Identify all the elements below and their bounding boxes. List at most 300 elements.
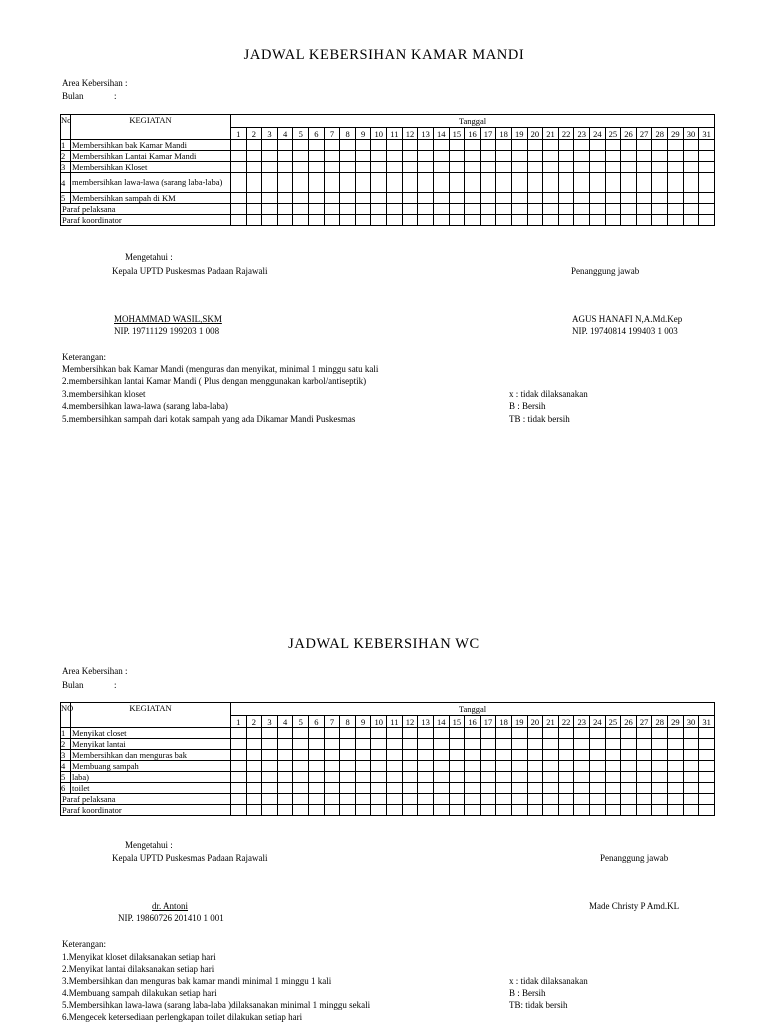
day-cell[interactable]: [387, 204, 403, 215]
day-cell[interactable]: [574, 193, 590, 204]
day-cell[interactable]: [293, 204, 309, 215]
day-cell[interactable]: [246, 794, 262, 805]
day-cell[interactable]: [574, 728, 590, 739]
day-cell[interactable]: [309, 794, 325, 805]
day-cell[interactable]: [543, 772, 559, 783]
day-cell[interactable]: [636, 215, 652, 226]
day-cell[interactable]: [496, 728, 512, 739]
day-cell[interactable]: [231, 215, 247, 226]
day-cell[interactable]: [355, 215, 371, 226]
day-cell[interactable]: [387, 750, 403, 761]
day-cell[interactable]: [605, 772, 621, 783]
day-cell[interactable]: [699, 193, 715, 204]
day-cell[interactable]: [231, 204, 247, 215]
day-cell[interactable]: [621, 783, 637, 794]
day-cell[interactable]: [590, 750, 606, 761]
day-cell[interactable]: [231, 761, 247, 772]
day-cell[interactable]: [418, 794, 434, 805]
day-cell[interactable]: [340, 173, 356, 193]
day-cell[interactable]: [402, 173, 418, 193]
day-cell[interactable]: [636, 783, 652, 794]
day-cell[interactable]: [496, 750, 512, 761]
day-cell[interactable]: [309, 151, 325, 162]
day-cell[interactable]: [636, 728, 652, 739]
day-cell[interactable]: [418, 728, 434, 739]
day-cell[interactable]: [262, 750, 278, 761]
day-cell[interactable]: [355, 805, 371, 816]
day-cell[interactable]: [371, 761, 387, 772]
day-cell[interactable]: [558, 173, 574, 193]
day-cell[interactable]: [699, 783, 715, 794]
day-cell[interactable]: [480, 173, 496, 193]
day-cell[interactable]: [309, 728, 325, 739]
day-cell[interactable]: [309, 805, 325, 816]
day-cell[interactable]: [465, 783, 481, 794]
day-cell[interactable]: [387, 140, 403, 151]
day-cell[interactable]: [543, 193, 559, 204]
day-cell[interactable]: [293, 162, 309, 173]
day-cell[interactable]: [262, 162, 278, 173]
day-cell[interactable]: [387, 193, 403, 204]
day-cell[interactable]: [340, 761, 356, 772]
day-cell[interactable]: [636, 151, 652, 162]
day-cell[interactable]: [590, 193, 606, 204]
day-cell[interactable]: [231, 772, 247, 783]
day-cell[interactable]: [590, 728, 606, 739]
day-cell[interactable]: [652, 761, 668, 772]
day-cell[interactable]: [558, 739, 574, 750]
day-cell[interactable]: [699, 140, 715, 151]
day-cell[interactable]: [683, 204, 699, 215]
day-cell[interactable]: [527, 739, 543, 750]
day-cell[interactable]: [574, 772, 590, 783]
day-cell[interactable]: [418, 204, 434, 215]
day-cell[interactable]: [496, 193, 512, 204]
day-cell[interactable]: [699, 772, 715, 783]
day-cell[interactable]: [293, 140, 309, 151]
day-cell[interactable]: [636, 750, 652, 761]
day-cell[interactable]: [402, 772, 418, 783]
day-cell[interactable]: [527, 761, 543, 772]
day-cell[interactable]: [668, 204, 684, 215]
day-cell[interactable]: [511, 215, 527, 226]
day-cell[interactable]: [465, 739, 481, 750]
day-cell[interactable]: [621, 794, 637, 805]
day-cell[interactable]: [277, 772, 293, 783]
day-cell[interactable]: [449, 772, 465, 783]
day-cell[interactable]: [668, 750, 684, 761]
day-cell[interactable]: [340, 162, 356, 173]
day-cell[interactable]: [387, 783, 403, 794]
day-cell[interactable]: [277, 162, 293, 173]
day-cell[interactable]: [465, 805, 481, 816]
day-cell[interactable]: [418, 783, 434, 794]
day-cell[interactable]: [574, 173, 590, 193]
day-cell[interactable]: [480, 772, 496, 783]
day-cell[interactable]: [324, 162, 340, 173]
day-cell[interactable]: [324, 728, 340, 739]
day-cell[interactable]: [465, 173, 481, 193]
day-cell[interactable]: [324, 204, 340, 215]
day-cell[interactable]: [449, 761, 465, 772]
day-cell[interactable]: [277, 750, 293, 761]
day-cell[interactable]: [699, 151, 715, 162]
day-cell[interactable]: [371, 193, 387, 204]
day-cell[interactable]: [668, 761, 684, 772]
day-cell[interactable]: [652, 173, 668, 193]
day-cell[interactable]: [340, 739, 356, 750]
day-cell[interactable]: [683, 173, 699, 193]
day-cell[interactable]: [387, 739, 403, 750]
day-cell[interactable]: [668, 794, 684, 805]
day-cell[interactable]: [277, 794, 293, 805]
day-cell[interactable]: [699, 805, 715, 816]
day-cell[interactable]: [605, 173, 621, 193]
day-cell[interactable]: [418, 162, 434, 173]
day-cell[interactable]: [231, 173, 247, 193]
day-cell[interactable]: [293, 193, 309, 204]
day-cell[interactable]: [527, 215, 543, 226]
day-cell[interactable]: [418, 215, 434, 226]
day-cell[interactable]: [543, 162, 559, 173]
day-cell[interactable]: [433, 173, 449, 193]
day-cell[interactable]: [449, 140, 465, 151]
day-cell[interactable]: [668, 728, 684, 739]
day-cell[interactable]: [574, 750, 590, 761]
day-cell[interactable]: [340, 783, 356, 794]
day-cell[interactable]: [558, 761, 574, 772]
day-cell[interactable]: [277, 215, 293, 226]
day-cell[interactable]: [309, 739, 325, 750]
day-cell[interactable]: [496, 204, 512, 215]
day-cell[interactable]: [652, 794, 668, 805]
day-cell[interactable]: [231, 794, 247, 805]
day-cell[interactable]: [683, 750, 699, 761]
day-cell[interactable]: [309, 750, 325, 761]
day-cell[interactable]: [277, 783, 293, 794]
day-cell[interactable]: [309, 140, 325, 151]
day-cell[interactable]: [480, 151, 496, 162]
day-cell[interactable]: [605, 805, 621, 816]
day-cell[interactable]: [449, 173, 465, 193]
day-cell[interactable]: [574, 805, 590, 816]
day-cell[interactable]: [340, 140, 356, 151]
day-cell[interactable]: [371, 783, 387, 794]
day-cell[interactable]: [590, 215, 606, 226]
day-cell[interactable]: [402, 739, 418, 750]
day-cell[interactable]: [527, 193, 543, 204]
day-cell[interactable]: [418, 772, 434, 783]
day-cell[interactable]: [652, 728, 668, 739]
day-cell[interactable]: [511, 783, 527, 794]
day-cell[interactable]: [496, 162, 512, 173]
day-cell[interactable]: [402, 750, 418, 761]
day-cell[interactable]: [402, 215, 418, 226]
day-cell[interactable]: [543, 761, 559, 772]
day-cell[interactable]: [511, 204, 527, 215]
day-cell[interactable]: [543, 794, 559, 805]
day-cell[interactable]: [231, 193, 247, 204]
day-cell[interactable]: [293, 772, 309, 783]
day-cell[interactable]: [262, 728, 278, 739]
day-cell[interactable]: [262, 783, 278, 794]
day-cell[interactable]: [324, 794, 340, 805]
day-cell[interactable]: [652, 215, 668, 226]
day-cell[interactable]: [668, 739, 684, 750]
day-cell[interactable]: [636, 761, 652, 772]
day-cell[interactable]: [558, 215, 574, 226]
day-cell[interactable]: [293, 173, 309, 193]
day-cell[interactable]: [683, 772, 699, 783]
day-cell[interactable]: [699, 739, 715, 750]
day-cell[interactable]: [511, 193, 527, 204]
day-cell[interactable]: [496, 173, 512, 193]
day-cell[interactable]: [387, 772, 403, 783]
day-cell[interactable]: [402, 140, 418, 151]
day-cell[interactable]: [355, 162, 371, 173]
day-cell[interactable]: [636, 162, 652, 173]
day-cell[interactable]: [590, 173, 606, 193]
day-cell[interactable]: [262, 739, 278, 750]
day-cell[interactable]: [652, 783, 668, 794]
day-cell[interactable]: [355, 750, 371, 761]
day-cell[interactable]: [527, 173, 543, 193]
day-cell[interactable]: [527, 162, 543, 173]
day-cell[interactable]: [340, 794, 356, 805]
day-cell[interactable]: [683, 728, 699, 739]
day-cell[interactable]: [246, 772, 262, 783]
day-cell[interactable]: [465, 750, 481, 761]
day-cell[interactable]: [324, 783, 340, 794]
day-cell[interactable]: [418, 151, 434, 162]
day-cell[interactable]: [480, 140, 496, 151]
day-cell[interactable]: [262, 193, 278, 204]
day-cell[interactable]: [433, 761, 449, 772]
day-cell[interactable]: [449, 739, 465, 750]
day-cell[interactable]: [355, 739, 371, 750]
day-cell[interactable]: [340, 728, 356, 739]
day-cell[interactable]: [605, 750, 621, 761]
day-cell[interactable]: [309, 783, 325, 794]
day-cell[interactable]: [246, 783, 262, 794]
day-cell[interactable]: [605, 783, 621, 794]
day-cell[interactable]: [371, 728, 387, 739]
day-cell[interactable]: [262, 173, 278, 193]
day-cell[interactable]: [293, 739, 309, 750]
day-cell[interactable]: [340, 215, 356, 226]
day-cell[interactable]: [402, 794, 418, 805]
day-cell[interactable]: [621, 750, 637, 761]
day-cell[interactable]: [543, 728, 559, 739]
day-cell[interactable]: [293, 761, 309, 772]
day-cell[interactable]: [355, 173, 371, 193]
day-cell[interactable]: [246, 151, 262, 162]
day-cell[interactable]: [262, 140, 278, 151]
day-cell[interactable]: [418, 750, 434, 761]
day-cell[interactable]: [262, 151, 278, 162]
day-cell[interactable]: [246, 162, 262, 173]
day-cell[interactable]: [652, 204, 668, 215]
day-cell[interactable]: [699, 204, 715, 215]
day-cell[interactable]: [558, 805, 574, 816]
day-cell[interactable]: [668, 783, 684, 794]
day-cell[interactable]: [480, 761, 496, 772]
day-cell[interactable]: [511, 728, 527, 739]
day-cell[interactable]: [558, 728, 574, 739]
day-cell[interactable]: [558, 193, 574, 204]
day-cell[interactable]: [590, 151, 606, 162]
day-cell[interactable]: [683, 151, 699, 162]
day-cell[interactable]: [433, 772, 449, 783]
day-cell[interactable]: [277, 805, 293, 816]
day-cell[interactable]: [605, 728, 621, 739]
day-cell[interactable]: [590, 739, 606, 750]
day-cell[interactable]: [277, 173, 293, 193]
day-cell[interactable]: [465, 772, 481, 783]
day-cell[interactable]: [605, 215, 621, 226]
day-cell[interactable]: [668, 805, 684, 816]
day-cell[interactable]: [433, 750, 449, 761]
day-cell[interactable]: [309, 761, 325, 772]
day-cell[interactable]: [449, 728, 465, 739]
day-cell[interactable]: [324, 215, 340, 226]
day-cell[interactable]: [387, 215, 403, 226]
day-cell[interactable]: [387, 728, 403, 739]
day-cell[interactable]: [277, 761, 293, 772]
day-cell[interactable]: [511, 794, 527, 805]
day-cell[interactable]: [699, 215, 715, 226]
day-cell[interactable]: [449, 215, 465, 226]
day-cell[interactable]: [668, 772, 684, 783]
day-cell[interactable]: [621, 739, 637, 750]
day-cell[interactable]: [683, 140, 699, 151]
day-cell[interactable]: [418, 739, 434, 750]
day-cell[interactable]: [402, 193, 418, 204]
day-cell[interactable]: [433, 805, 449, 816]
day-cell[interactable]: [324, 140, 340, 151]
day-cell[interactable]: [605, 162, 621, 173]
day-cell[interactable]: [449, 162, 465, 173]
day-cell[interactable]: [402, 728, 418, 739]
day-cell[interactable]: [371, 215, 387, 226]
day-cell[interactable]: [511, 761, 527, 772]
day-cell[interactable]: [621, 151, 637, 162]
day-cell[interactable]: [511, 750, 527, 761]
day-cell[interactable]: [433, 783, 449, 794]
day-cell[interactable]: [574, 215, 590, 226]
day-cell[interactable]: [246, 215, 262, 226]
day-cell[interactable]: [387, 151, 403, 162]
day-cell[interactable]: [231, 750, 247, 761]
day-cell[interactable]: [371, 173, 387, 193]
day-cell[interactable]: [511, 772, 527, 783]
day-cell[interactable]: [262, 772, 278, 783]
day-cell[interactable]: [324, 805, 340, 816]
day-cell[interactable]: [371, 140, 387, 151]
day-cell[interactable]: [387, 805, 403, 816]
day-cell[interactable]: [449, 783, 465, 794]
day-cell[interactable]: [652, 140, 668, 151]
day-cell[interactable]: [652, 193, 668, 204]
day-cell[interactable]: [621, 215, 637, 226]
day-cell[interactable]: [574, 140, 590, 151]
day-cell[interactable]: [699, 794, 715, 805]
day-cell[interactable]: [621, 761, 637, 772]
day-cell[interactable]: [683, 162, 699, 173]
day-cell[interactable]: [668, 140, 684, 151]
day-cell[interactable]: [621, 140, 637, 151]
day-cell[interactable]: [449, 805, 465, 816]
day-cell[interactable]: [527, 140, 543, 151]
day-cell[interactable]: [340, 151, 356, 162]
day-cell[interactable]: [480, 805, 496, 816]
day-cell[interactable]: [277, 204, 293, 215]
day-cell[interactable]: [324, 761, 340, 772]
day-cell[interactable]: [387, 173, 403, 193]
day-cell[interactable]: [371, 750, 387, 761]
day-cell[interactable]: [496, 761, 512, 772]
day-cell[interactable]: [668, 162, 684, 173]
day-cell[interactable]: [355, 728, 371, 739]
day-cell[interactable]: [558, 204, 574, 215]
day-cell[interactable]: [590, 805, 606, 816]
day-cell[interactable]: [324, 739, 340, 750]
day-cell[interactable]: [543, 739, 559, 750]
day-cell[interactable]: [652, 162, 668, 173]
day-cell[interactable]: [324, 750, 340, 761]
day-cell[interactable]: [699, 162, 715, 173]
day-cell[interactable]: [293, 750, 309, 761]
day-cell[interactable]: [246, 805, 262, 816]
day-cell[interactable]: [621, 162, 637, 173]
day-cell[interactable]: [355, 140, 371, 151]
day-cell[interactable]: [371, 805, 387, 816]
day-cell[interactable]: [605, 761, 621, 772]
day-cell[interactable]: [590, 204, 606, 215]
day-cell[interactable]: [683, 739, 699, 750]
day-cell[interactable]: [465, 215, 481, 226]
day-cell[interactable]: [309, 173, 325, 193]
day-cell[interactable]: [683, 761, 699, 772]
day-cell[interactable]: [527, 204, 543, 215]
day-cell[interactable]: [683, 193, 699, 204]
day-cell[interactable]: [558, 750, 574, 761]
day-cell[interactable]: [355, 761, 371, 772]
day-cell[interactable]: [402, 761, 418, 772]
day-cell[interactable]: [668, 173, 684, 193]
day-cell[interactable]: [231, 783, 247, 794]
day-cell[interactable]: [449, 750, 465, 761]
day-cell[interactable]: [262, 761, 278, 772]
day-cell[interactable]: [309, 215, 325, 226]
day-cell[interactable]: [355, 772, 371, 783]
day-cell[interactable]: [558, 794, 574, 805]
day-cell[interactable]: [433, 794, 449, 805]
day-cell[interactable]: [324, 193, 340, 204]
day-cell[interactable]: [418, 173, 434, 193]
day-cell[interactable]: [527, 728, 543, 739]
day-cell[interactable]: [636, 140, 652, 151]
day-cell[interactable]: [636, 772, 652, 783]
day-cell[interactable]: [636, 805, 652, 816]
day-cell[interactable]: [340, 193, 356, 204]
day-cell[interactable]: [309, 162, 325, 173]
day-cell[interactable]: [558, 151, 574, 162]
day-cell[interactable]: [699, 728, 715, 739]
day-cell[interactable]: [636, 173, 652, 193]
day-cell[interactable]: [371, 151, 387, 162]
day-cell[interactable]: [480, 794, 496, 805]
